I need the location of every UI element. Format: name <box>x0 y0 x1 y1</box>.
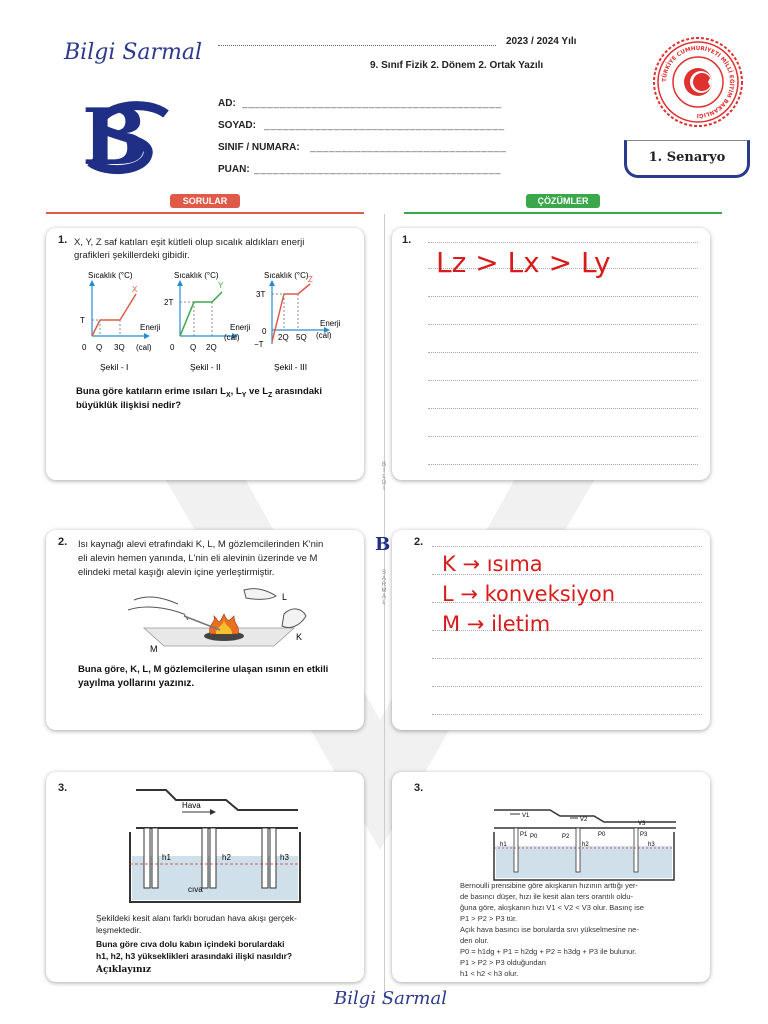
speed-v1: V1 <box>522 813 530 819</box>
answer-2-line <box>432 714 702 715</box>
graph-2-xtick-2: 2Q <box>206 343 217 352</box>
height-h3: h3 <box>280 853 289 862</box>
field-sinif-line[interactable]: _ _ _ _ _ _ _ _ _ _ _ _ _ _ _ _ _ _ _ _ _ _ _ _ _ _ _ _ _ _ _ <box>310 142 505 153</box>
question-2-ask-line2: yayılma yollarını yazınız. <box>78 678 195 689</box>
height-h2-sol: h2 <box>582 842 589 848</box>
question-3-ask-line2: h1, h2, h3 yükseklikleri arasındaki ilişki nasıldır? <box>96 951 293 961</box>
mercury-label: cıva <box>188 885 203 894</box>
answer-2-card <box>392 530 710 730</box>
solution-3-line: P1 > P2 > P3 olduğundan <box>460 958 546 967</box>
pressure-p2: P2 <box>562 834 570 840</box>
school-year: 2023 / 2024 Yılı <box>506 36 577 47</box>
graph-3-ytick2: −T <box>254 340 264 349</box>
exam-title: 9. Sınıf Fizik 2. Dönem 2. Ortak Yazılı <box>370 60 544 71</box>
pressure-p0-a: P0 <box>530 834 538 840</box>
field-puan-label: PUAN: <box>218 164 250 175</box>
graph-1-xtick-1: Q <box>96 343 103 352</box>
question-3-text-line1: Şekildeki kesit alanı farklı borudan hava akışı gerçek- <box>96 913 297 923</box>
solution-3-line: Açık hava basıncı ise borularda sıvı yükselmesine ne- <box>460 925 639 934</box>
center-divider <box>384 214 385 1004</box>
solution-3-line: h1 < h2 < h3 olur. <box>460 969 519 978</box>
label-L: L <box>282 592 288 602</box>
answer-1-card <box>392 228 710 480</box>
question-3-card <box>46 772 364 982</box>
graph-2-xlabel1: Enerji <box>230 323 251 332</box>
graph-1-caption: Şekil - I <box>100 362 129 372</box>
answer-1-line <box>428 352 698 353</box>
mercury-tube-illustration <box>122 786 322 904</box>
solution-3-line: P1 > P2 > P3 tür. <box>460 914 518 923</box>
question-2-number: 2. <box>58 536 68 548</box>
bernoulli-illustration <box>490 802 680 882</box>
graph-3-xtick-2: 5Q <box>296 333 307 342</box>
answer-1-line <box>428 380 698 381</box>
field-ad-line[interactable]: _ _ _ _ _ _ _ _ _ _ _ _ _ _ _ _ _ _ _ _ _ _ _ _ _ _ _ _ _ _ _ _ _ _ _ _ _ _ _ _ _ <box>242 98 501 109</box>
bs-logo <box>78 96 170 178</box>
question-3-ask-line3: Açıklayınız <box>96 965 152 975</box>
speed-v2: V2 <box>580 817 588 823</box>
field-sinif-label: SINIF / NUMARA: <box>218 142 300 153</box>
pressure-p3: P3 <box>640 832 648 838</box>
answer-2-line <box>432 658 702 659</box>
answer-1-handwriting: Lz > Lx > Ly <box>436 246 611 279</box>
question-1-text-line2: grafikleri şekillerdeki gibidir. <box>74 250 190 261</box>
solution-3-line: Bernoulli prensibine göre akışkanın hızının arttığı yer- <box>460 881 639 890</box>
seal-text: TÜRKİYE CUMHURİYETİ MİLLÎ EĞİTİM BAKANLIĞI <box>661 45 735 119</box>
question-1-ask-line1: Buna göre katıların erime ısıları $L_X$, $L_Y$ ve $L_Z$ arasındaki <box>76 386 322 399</box>
graph-1-xtick-0: 0 <box>82 343 87 352</box>
graph-3-xlabel1: Enerji <box>320 319 341 328</box>
graph-1-xlabel1: Enerji <box>140 323 161 332</box>
graph-2-xlabel2: (cal) <box>224 333 240 342</box>
label-K: K <box>296 632 303 642</box>
height-h1-sol: h1 <box>500 842 507 848</box>
pressure-p1: P1 <box>520 832 528 838</box>
question-3-ask-line1: Buna göre cıva dolu kabın içindeki borulardaki <box>96 939 285 949</box>
label-M: M <box>150 644 158 654</box>
answer-3-number: 3. <box>414 782 424 794</box>
question-1-number: 1. <box>58 234 68 246</box>
graph-2 <box>160 268 258 372</box>
header-dotted-line <box>218 38 496 46</box>
ministry-seal <box>652 36 744 128</box>
side-text: B İ L G İ <box>381 462 387 492</box>
graph-1-ytick: T <box>80 316 85 325</box>
answer-2-line <box>432 686 702 687</box>
speed-v3: V3 <box>638 821 646 827</box>
solutions-divider <box>404 212 722 214</box>
field-soyad-label: SOYAD: <box>218 120 256 131</box>
graph-3-series: Z <box>308 275 313 284</box>
answer-1-line <box>428 296 698 297</box>
answer-1-line <box>428 464 698 465</box>
graph-1-xtick-2: 3Q <box>114 343 125 352</box>
graph-3-xtick-0: 0 <box>262 327 267 336</box>
graph-1-series: X <box>132 285 138 294</box>
graph-2-ytick: 2T <box>164 298 174 307</box>
answer-2-number: 2. <box>414 536 424 548</box>
height-h3-sol: h3 <box>648 842 655 848</box>
flame-illustration <box>124 586 308 666</box>
graph-2-series: Y <box>218 281 224 290</box>
graph-1 <box>70 268 168 372</box>
question-1-text-line1: X, Y, Z saf katıları eşit kütleli olup sıcalık aldıkları enerji <box>74 237 305 248</box>
answer-2-line <box>432 546 702 547</box>
footer-signature: Bilgi Sarmal <box>334 988 447 1009</box>
graph-3-xlabel2: (cal) <box>316 331 332 340</box>
graph-2-xtick-1: Q <box>190 343 197 352</box>
graph-2-ylabel: Sıcaklık (°C) <box>174 271 219 280</box>
answer-1-number: 1. <box>402 234 412 246</box>
scenario-label: 1. Senaryo <box>648 150 726 165</box>
graph-3-ylabel: Sıcaklık (°C) <box>264 271 309 280</box>
question-2-card <box>46 530 364 730</box>
question-3-number: 3. <box>58 782 68 794</box>
field-ad-label: AD: <box>218 98 236 109</box>
tab-cozumler[interactable]: ÇÖZÜMLER <box>526 194 600 208</box>
question-3-text-line2: leşmektedir. <box>96 925 142 935</box>
answer-1-line <box>428 408 698 409</box>
air-label: Hava <box>182 801 201 810</box>
graph-2-xtick-0: 0 <box>170 343 175 352</box>
graph-3-xtick-1: 2Q <box>278 333 289 342</box>
solution-3-line: den olur. <box>460 936 489 945</box>
brand-signature: Bilgi Sarmal <box>64 40 203 65</box>
graph-1-ylabel: Sıcaklık (°C) <box>88 271 133 280</box>
pressure-p0-b: P0 <box>598 832 606 838</box>
graph-3-caption: Şekil - III <box>274 362 308 372</box>
graph-3-ytick: 3T <box>256 290 266 299</box>
graph-3 <box>252 268 356 372</box>
solution-3-line: P0 = h1dg + P1 = h2dg + P2 = h3dg + P3 ile bulunur. <box>460 947 637 956</box>
question-1-ask-line2: büyüklük ilişkisi nedir? <box>76 400 182 411</box>
height-h1: h1 <box>162 853 171 862</box>
answer-1-line <box>428 436 698 437</box>
question-2-ask-line1: Buna göre, K, L, M gözlemcilerine ulaşan ısının en etkili <box>78 664 329 675</box>
graph-2-caption: Şekil - II <box>190 362 221 372</box>
answer-3-card <box>392 772 710 982</box>
question-1-card <box>46 228 364 480</box>
solution-3-line: de basıncı düşer, hızı ile kesit alan ters orantılı oldu- <box>460 892 634 901</box>
field-puan-line[interactable]: _ _ _ _ _ _ _ _ _ _ _ _ _ _ _ _ _ _ _ _ _ _ _ _ _ _ _ _ _ _ _ _ _ _ _ _ _ _ _ <box>254 164 500 175</box>
svg-text:B: B <box>82 96 148 178</box>
field-soyad-line[interactable]: _ _ _ _ _ _ _ _ _ _ _ _ _ _ _ _ _ _ _ _ _ _ _ _ _ _ _ _ _ _ _ _ _ _ _ _ _ _ <box>264 120 504 131</box>
answer-2-handwriting-3: M → iletim <box>442 612 551 636</box>
question-2-text-line1: Isı kaynağı alevi etrafındaki K, L, M gözlemcilerinden K'nin <box>78 539 324 550</box>
answer-1-line <box>428 324 698 325</box>
height-h2: h2 <box>222 853 231 862</box>
side-text-2: S A R M A L <box>381 570 387 606</box>
answer-2-handwriting-2: L → konveksiyon <box>442 582 616 606</box>
question-2-text-line3: elindeki metal kaşığı alevin içine yerleştirmiştir. <box>78 567 275 578</box>
answer-1-line <box>428 242 698 243</box>
scenario-box <box>624 140 750 178</box>
questions-divider <box>46 212 364 214</box>
tab-sorular[interactable]: SORULAR <box>170 194 240 208</box>
graph-1-xlabel2: (cal) <box>136 343 152 352</box>
answer-2-handwriting-1: K → ısıma <box>442 552 543 576</box>
solution-3-line: ğuna göre, akışkanın hızı V1 < V2 < V3 olur. Basınç ise <box>460 903 644 912</box>
side-logo: B <box>375 534 391 555</box>
question-2-text-line2: eli alevin hemen yanında, L'nin eli alevinin üzerinde ve M <box>78 553 318 564</box>
